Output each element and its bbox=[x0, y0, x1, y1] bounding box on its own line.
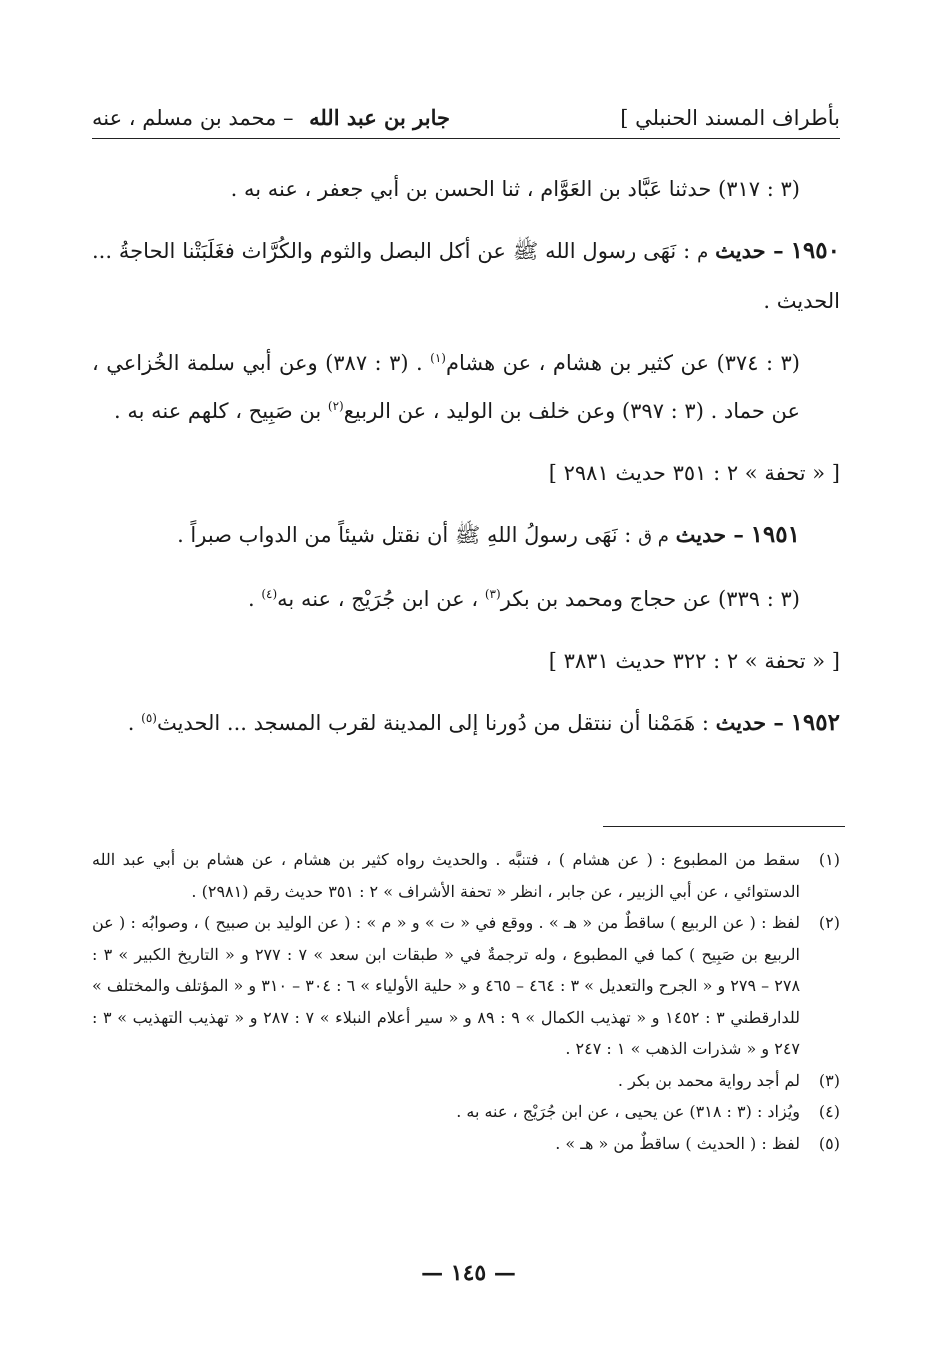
header-narrator: جابر بن عبد الله bbox=[309, 105, 450, 130]
header-book-title: بأطراف المسند الحنبلي ] bbox=[620, 106, 840, 130]
footnote bbox=[92, 1128, 840, 1160]
hadith-1950 bbox=[92, 227, 840, 325]
footnote bbox=[92, 844, 840, 907]
reference-text-part-3: بن صَبِيح ، كلهم عنه به . bbox=[113, 399, 322, 423]
footnote-marker[interactable]: (٣) bbox=[484, 587, 501, 601]
hadith-number: ١٩٥٠ bbox=[790, 237, 840, 264]
reference-317 bbox=[92, 165, 840, 213]
header-chain: – محمد بن مسلم ، عنه bbox=[92, 106, 294, 130]
hadith-1951 bbox=[92, 511, 840, 561]
footnote-marker[interactable]: (٥) bbox=[141, 711, 157, 725]
footnote bbox=[92, 1065, 840, 1097]
hadith-1952 bbox=[92, 699, 840, 747]
tuhfa-reference: [ « تحفة » ٢ : ٣٢٢ حديث ٣٨٣١ ] bbox=[548, 649, 840, 673]
running-header bbox=[92, 102, 840, 139]
hadith-number: ١٩٥١ bbox=[750, 521, 800, 548]
footnote-marker[interactable]: (٤) bbox=[261, 587, 278, 601]
reference-339 bbox=[92, 575, 840, 623]
hadith-text-end: . bbox=[127, 711, 135, 735]
tuhfa-reference: [ « تحفة » ٢ : ٣٥١ حديث ٢٩٨١ ] bbox=[548, 461, 840, 485]
page-number: — ١٤٥ — bbox=[421, 1260, 516, 1286]
footnote-text: سقط من المطبوع : ( عن هشام ) ، فتنبَّه . والحديث رواه كثير بن هشام ، عن هشام بن أبي عبد الله الدستوائي ، عن أبي الزبير ، عن جابر ، انظر « تحفة الأشراف » ٢ : ٣٥١ حديث رقم (٢٩٨١) . bbox=[92, 850, 800, 901]
footnote-mark: (٤) bbox=[818, 1102, 840, 1121]
footnote bbox=[92, 907, 840, 1065]
hadith-text: : هَمَمْنا أن ننتقل من دُورنا إلى المدينة لقرب المسجد ... الحديث bbox=[156, 711, 709, 735]
footnote bbox=[92, 1096, 840, 1128]
reference-text-part-2: . (٣ : ٣٨٧) وعن أبي سلمة الخُزاعي ، عن حماد . (٣ : ٣٩٧) وعن خلف بن الوليد ، عن الربيع bbox=[92, 351, 800, 423]
hadith-label: – حديث bbox=[715, 238, 784, 263]
reference-text-part-1: (٣ : ٣٧٤) عن كثير بن هشام ، عن هشام bbox=[445, 351, 800, 375]
footnote-text: لفظ : ( الحديث ) ساقطٌ من « هـ » . bbox=[555, 1133, 800, 1153]
reference-374 bbox=[92, 339, 840, 435]
footnote-text: لفظ : ( عن الربيع ) ساقطٌ من « هـ » . ووقع في « ت » و « م » : ( عن الوليد بن صبيح ) ، وصوابُه : ( عن الربيع بن صَبِيح ) كما في المطبوع ، وله ترجمةٌ في « طبقات ابن سعد » ٧ : ٢٧٧ و « التاريخ الكبير » ٣ : ٢٧٨ – ٢٧٩ و « الجرح والتعديل » ٣ : ٤٦٤ – ٤٦٥ و « حلية الأولياء » ٦ : ٣٠٤ – ٣١٠ و « المؤتلف والمختلف » للدارقطني ٣ : ١٤٥٢ و « تهذيب الكمال » ٩ : ٨٩ و « سير أعلام النبلاء » ٧ : ٢٨٧ و « تهذيب التهذيب » ٣ : ٢٤٧ و « شذرات الذهب » ١ : ٢٤٧ . bbox=[92, 913, 801, 1058]
footnote-mark: (١) bbox=[818, 850, 840, 869]
footnotes bbox=[92, 844, 840, 1159]
source-symbol: م bbox=[697, 242, 709, 263]
footnote-text: لم أجد رواية محمد بن بكر . bbox=[617, 1070, 800, 1090]
hadith-number: ١٩٥٢ bbox=[790, 709, 840, 736]
footnote-mark: (٢) bbox=[818, 913, 840, 932]
source-symbol: م ق bbox=[638, 526, 669, 547]
reference-text-part-1: (٣ : ٣٣٩) عن حجاج ومحمد بن بكر bbox=[500, 587, 800, 611]
footnote-text: ويُزاد : (٣ : ٣١٨) عن يحيى ، عن ابن جُرَيْج ، عنه به . bbox=[456, 1102, 800, 1121]
main-text bbox=[92, 165, 840, 761]
footnote-separator bbox=[603, 826, 845, 827]
hadith-text: : نَهَى رسول الله ﷺ عن أكل البصل والثوم والكُرَّاث فغَلَبَتْنا الحاجةُ ... الحديث . bbox=[92, 239, 840, 313]
hadith-label: – حديث bbox=[675, 522, 744, 547]
hadith-text: : نَهَى رسولُ اللهِ ﷺ أن نقتل شيئاً من الدواب صبراً . bbox=[177, 523, 632, 547]
reference-text: (٣ : ٣١٧) حدثنا عَبَّاد بن العَوَّام ، ثنا الحسن بن أبي جعفر ، عنه به . bbox=[230, 177, 800, 201]
footnote-mark: (٣) bbox=[818, 1070, 840, 1090]
footnote-marker[interactable]: (١) bbox=[430, 351, 446, 365]
footnote-marker[interactable]: (٢) bbox=[327, 399, 344, 413]
reference-text-part-3: . bbox=[247, 587, 255, 611]
hadith-label: – حديث bbox=[715, 710, 784, 735]
footnote-mark: (٥) bbox=[818, 1133, 840, 1153]
reference-text-part-2: ، عن ابن جُرَيْج ، عنه به bbox=[277, 587, 479, 611]
